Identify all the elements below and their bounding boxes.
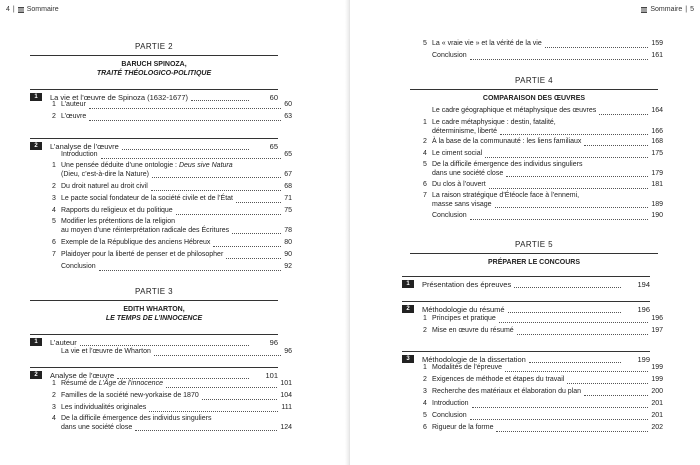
chapter-page: 60 bbox=[269, 93, 278, 102]
chapter-number-box: 3 bbox=[402, 355, 414, 363]
chapter-page: 199 bbox=[637, 355, 650, 364]
chapter-heading[interactable] bbox=[402, 301, 650, 314]
toc-entry[interactable]: 2 L’œuvre 63 bbox=[52, 113, 292, 120]
chapter-title: Présentation des épreuves bbox=[422, 280, 512, 289]
part-label: PARTIE 5 bbox=[514, 240, 554, 249]
toc-entry[interactable]: 5 De la difficile émergence des individus singuliers dans une société close 179 bbox=[423, 161, 663, 177]
right-page bbox=[350, 0, 700, 465]
chapter-heading[interactable] bbox=[30, 89, 278, 102]
chapter-title: Analyse de l’œuvre bbox=[50, 371, 115, 380]
chapter-title: L’analyse de l’œuvre bbox=[50, 142, 119, 151]
toc-entry[interactable]: 6 Du clos à l’ouvert 181 bbox=[423, 181, 663, 188]
toc-entry[interactable]: La vie et l’œuvre de Wharton 96 bbox=[61, 348, 292, 355]
toc-entry[interactable]: 2 Exigences de méthode et étapes du travail 199 bbox=[423, 376, 663, 383]
toc-entry[interactable]: 7 Plaidoyer pour la liberté de penser et de philosopher 90 bbox=[52, 251, 292, 258]
toc-entry[interactable]: 6 Rigueur de la forme 202 bbox=[423, 424, 663, 431]
toc-entry[interactable]: 2 Familles de la société new-yorkaise de 1870 104 bbox=[52, 392, 292, 399]
toc-entry[interactable]: Le cadre géographique et métaphysique des œuvres 164 bbox=[432, 107, 663, 114]
chapter-title: Méthodologie de la dissertation bbox=[422, 355, 526, 364]
chapter-heading[interactable] bbox=[30, 334, 278, 347]
chapter-page: 65 bbox=[269, 142, 278, 151]
chapter-heading[interactable] bbox=[30, 367, 278, 380]
toc-entry[interactable]: 4 De la difficile émergence des individus singuliers dans une société close 124 bbox=[52, 415, 292, 431]
chapter-heading[interactable] bbox=[30, 138, 278, 151]
toc-entry[interactable]: Introduction 65 bbox=[61, 151, 292, 158]
toc-entry[interactable]: 1 L’auteur 60 bbox=[52, 101, 292, 108]
toc-entry[interactable]: 1 Le cadre métaphysique : destin, fatalité, déterminisme, liberté 166 bbox=[423, 119, 663, 135]
part-label: PARTIE 2 bbox=[134, 42, 174, 51]
part-heading bbox=[30, 42, 278, 78]
toc-entry[interactable]: 3 Les individualités originales 111 bbox=[52, 404, 292, 411]
part-heading bbox=[410, 240, 658, 267]
chapter-number-box: 2 bbox=[402, 305, 414, 313]
toc-entry[interactable]: 1 Une pensée déduite d’une ontologie : Deus sive Natura (Dieu, c’est-à-dire la Nature) 67 bbox=[52, 162, 292, 178]
chapter-page: 196 bbox=[637, 305, 650, 314]
toc-entry[interactable]: 2 À la base de la communauté : les liens familiaux 168 bbox=[423, 138, 663, 145]
running-head-right bbox=[641, 6, 694, 13]
chapter-number-box: 1 bbox=[402, 280, 414, 288]
toc-entry[interactable]: 3 Recherche des matériaux et élaboration du plan 200 bbox=[423, 388, 663, 395]
part-heading bbox=[30, 287, 278, 323]
toc-entry[interactable]: 5 La « vraie vie » et la vérité de la vie 159 bbox=[423, 40, 663, 47]
toc-entry[interactable]: 3 Le pacte social fondateur de la société civile et de l’État 71 bbox=[52, 195, 292, 202]
toc-entry[interactable]: 1 Principes et pratique 196 bbox=[423, 315, 663, 322]
running-head-title: Sommaire bbox=[26, 6, 59, 13]
separator: | bbox=[685, 6, 688, 13]
chapter-number-box: 2 bbox=[30, 142, 42, 150]
toc-entry[interactable]: 1 Résumé de L’Âge de l’innocence 101 bbox=[52, 380, 292, 387]
chapter-number-box: 1 bbox=[30, 338, 42, 346]
chapter-number-box: 1 bbox=[30, 93, 42, 101]
toc-entry[interactable]: 2 Mise en œuvre du résumé 197 bbox=[423, 327, 663, 334]
page-number: 4 bbox=[6, 6, 10, 13]
part-label: PARTIE 4 bbox=[514, 76, 554, 85]
menu-lines-icon bbox=[18, 7, 24, 13]
toc-entry[interactable]: 4 Rapports du religieux et du politique 75 bbox=[52, 207, 292, 214]
toc-entry[interactable]: 4 Le ciment social 175 bbox=[423, 150, 663, 157]
part-title: PRÉPARER LE CONCOURS bbox=[410, 253, 658, 267]
toc-entry[interactable]: 1 Modalités de l’épreuve 199 bbox=[423, 364, 663, 371]
chapter-title: La vie et l’œuvre de Spinoza (1632-1677) bbox=[50, 93, 188, 102]
part-label: PARTIE 3 bbox=[134, 287, 174, 296]
chapter-number-box: 2 bbox=[30, 371, 42, 379]
separator: | bbox=[12, 6, 15, 13]
chapter-page: 101 bbox=[265, 371, 278, 380]
part-title: BARUCH SPINOZA, TRAITÉ THÉOLOGICO-POLITIQUE bbox=[30, 55, 278, 78]
chapter-page: 96 bbox=[269, 338, 278, 347]
chapter-page: 194 bbox=[637, 280, 650, 289]
page-number: 5 bbox=[690, 6, 694, 13]
chapter-title: L’auteur bbox=[50, 338, 77, 347]
menu-lines-icon bbox=[641, 7, 647, 13]
part-title: COMPARAISON DES ŒUVRES bbox=[410, 89, 658, 103]
toc-entry[interactable]: 6 Exemple de la République des anciens Hébreux 80 bbox=[52, 239, 292, 246]
chapter-heading[interactable] bbox=[402, 276, 650, 289]
part-heading bbox=[410, 76, 658, 103]
toc-entry[interactable]: 2 Du droit naturel au droit civil 68 bbox=[52, 183, 292, 190]
part-title: EDITH WHARTON, LE TEMPS DE L’INNOCENCE bbox=[30, 300, 278, 323]
toc-entry[interactable]: 4 Introduction 201 bbox=[423, 400, 663, 407]
toc-entry[interactable]: Conclusion 92 bbox=[61, 263, 292, 270]
toc-entry[interactable]: 5 Conclusion 201 bbox=[423, 412, 663, 419]
toc-entry[interactable]: Conclusion 190 bbox=[432, 212, 663, 219]
toc-entry[interactable]: 5 Modifier les prétentions de la religion au moyen d’une réinterprétation radicale des Écritures 78 bbox=[52, 218, 292, 234]
toc-entry[interactable]: Conclusion 161 bbox=[432, 52, 663, 59]
chapter-heading[interactable] bbox=[402, 351, 650, 364]
chapter-title: Méthodologie du résumé bbox=[422, 305, 505, 314]
running-head-title: Sommaire bbox=[650, 6, 683, 13]
running-head-left bbox=[6, 6, 59, 13]
toc-entry[interactable]: 7 La raison stratégique d’Étéocle face à l’ennemi, masse sans visage 189 bbox=[423, 192, 663, 208]
